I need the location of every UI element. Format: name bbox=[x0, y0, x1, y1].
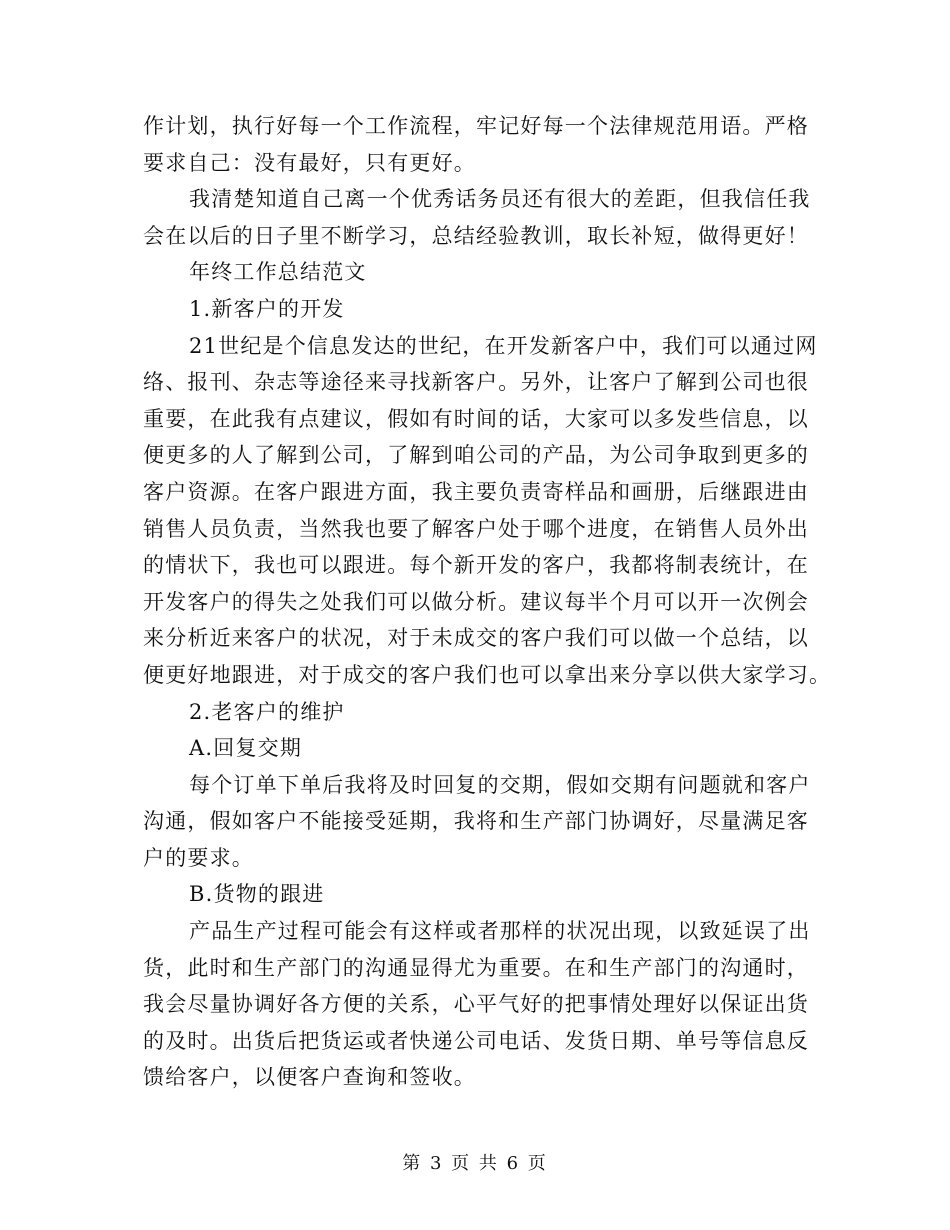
text-line: 我会尽量协调好各方便的关系，心平气好的把事情处理好以保证出货 bbox=[143, 992, 809, 1017]
text-line: 货，此时和生产部门的沟通显得尤为重要。在和生产部门的沟通时， bbox=[143, 955, 809, 980]
text-line: 年终工作总结范文 bbox=[189, 260, 367, 285]
text-line: 作计划，执行好每一个工作流程，牢记好每一个法律规范用语。严格 bbox=[143, 114, 809, 138]
text-line: 开发客户的得失之处我们可以做分析。建议每半个月可以开一次例会 bbox=[143, 589, 809, 614]
page-number: 第 3 页 共 6 页 bbox=[402, 1153, 548, 1174]
text-line: 的及时。出货后把货运或者快递公司电话、发货日期、单号等信息反 bbox=[143, 1028, 809, 1053]
text-line: 销售人员负责，当然我也要了解客户处于哪个进度，在销售人员外出 bbox=[143, 516, 809, 541]
document-body bbox=[143, 108, 832, 1096]
text-line: 21世纪是个信息发达的世纪，在开发新客户中，我们可以通过网 bbox=[189, 333, 818, 358]
text-line: 2.老客户的维护 bbox=[189, 699, 345, 724]
text-line: A.回复交期 bbox=[189, 736, 303, 761]
text-line: 重要，在此我有点建议，假如有时间的话，大家可以多发些信息，以 bbox=[143, 406, 809, 431]
text-line: 便更好地跟进，对于成交的客户我们也可以拿出来分享以供大家学习。 bbox=[143, 662, 832, 687]
text-line: 来分析近来客户的状况，对于未成交的客户我们可以做一个总结，以 bbox=[143, 626, 809, 651]
text-line: 沟通，假如客户不能接受延期，我将和生产部门协调好，尽量满足客 bbox=[143, 809, 809, 834]
text-line: 产品生产过程可能会有这样或者那样的状况出现，以致延误了出 bbox=[189, 919, 811, 944]
text-line: 馈给客户，以便客户查询和签收。 bbox=[143, 1065, 476, 1090]
text-line: 要求自己：没有最好，只有更好。 bbox=[143, 150, 476, 175]
text-line: 客户资源。在客户跟进方面，我主要负责寄样品和画册，后继跟进由 bbox=[143, 479, 809, 504]
text-line: B.货物的跟进 bbox=[189, 882, 325, 907]
text-line: 每个订单下单后我将及时回复的交期，假如交期有问题就和客户 bbox=[189, 772, 811, 797]
text-line: 1.新客户的开发 bbox=[189, 296, 345, 321]
text-line: 便更多的人了解到公司，了解到咱公司的产品，为公司争取到更多的 bbox=[143, 443, 809, 468]
text-line: 会在以后的日子里不断学习，总结经验教训，取长补短，做得更好！ bbox=[143, 223, 809, 248]
text-line: 我清楚知道自己离一个优秀话务员还有很大的差距，但我信任我 bbox=[189, 187, 811, 212]
text-line: 户的要求。 bbox=[143, 845, 254, 870]
text-line: 的情状下，我也可以跟进。每个新开发的客户，我都将制表统计，在 bbox=[143, 553, 809, 578]
text-line: 络、报刊、杂志等途径来寻找新客户。另外，让客户了解到公司也很 bbox=[143, 370, 809, 395]
